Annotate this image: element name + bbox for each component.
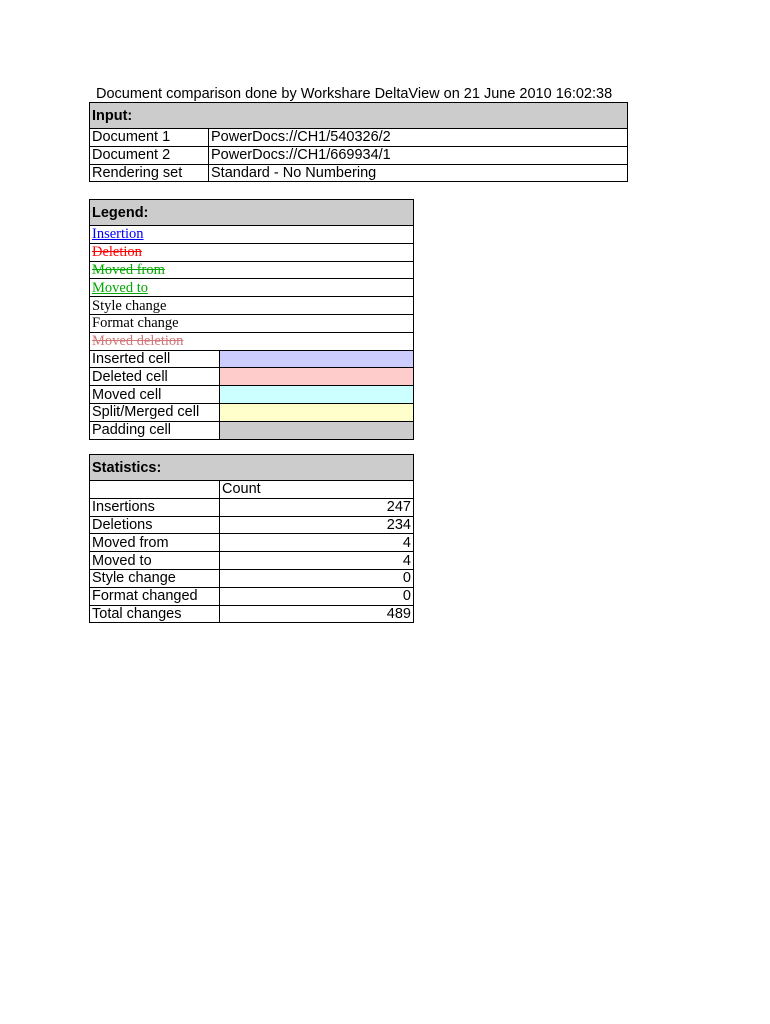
stat-label: Moved from <box>90 534 220 552</box>
legend-cell-swatch <box>220 350 414 368</box>
legend-cell-row <box>90 403 414 421</box>
stat-count: 0 <box>220 569 414 587</box>
legend-cell-row <box>90 350 414 368</box>
stat-row <box>90 552 414 570</box>
legend-cell-swatch <box>220 421 414 439</box>
input-value: PowerDocs://CH1/540326/2 <box>209 129 628 147</box>
legend-cell-row <box>90 368 414 386</box>
legend-cell-label: Moved cell <box>90 386 220 404</box>
stat-label: Moved to <box>90 552 220 570</box>
input-value: Standard - No Numbering <box>209 164 628 182</box>
input-label: Rendering set <box>90 164 209 182</box>
legend-deletion: Deletion <box>92 244 142 261</box>
legend-moved-from: Moved from <box>92 261 165 278</box>
legend-cell-label: Inserted cell <box>90 350 220 368</box>
stat-label: Style change <box>90 569 220 587</box>
legend-style-change: Style change <box>90 297 414 315</box>
legend-cell-swatch <box>220 403 414 421</box>
stat-count: 489 <box>220 605 414 623</box>
stat-row <box>90 587 414 605</box>
stat-count: 0 <box>220 587 414 605</box>
legend-cell-label: Padding cell <box>90 421 220 439</box>
legend-cell-swatch <box>220 368 414 386</box>
legend-cell-row <box>90 386 414 404</box>
legend-table <box>89 199 414 440</box>
legend-moved-to: Moved to <box>92 279 148 296</box>
stat-count: 4 <box>220 552 414 570</box>
legend-cell-label: Deleted cell <box>90 368 220 386</box>
stat-label: Deletions <box>90 516 220 534</box>
statistics-title: Statistics: <box>90 455 414 481</box>
legend-cell-swatch <box>220 386 414 404</box>
input-title: Input: <box>90 103 628 129</box>
stat-label: Insertions <box>90 498 220 516</box>
legend-cell-row <box>90 421 414 439</box>
stat-count: 234 <box>220 516 414 534</box>
legend-title: Legend: <box>90 200 414 226</box>
statistics-table <box>89 454 414 623</box>
count-column-header: Count <box>220 481 414 499</box>
comparison-header: Document comparison done by Workshare DeltaView on 21 June 2010 16:02:38 <box>96 86 613 102</box>
input-label: Document 2 <box>90 146 209 164</box>
legend-insertion: Insertion <box>92 226 144 243</box>
stat-row <box>90 569 414 587</box>
input-value: PowerDocs://CH1/669934/1 <box>209 146 628 164</box>
stat-label: Total changes <box>90 605 220 623</box>
stat-row <box>90 498 414 516</box>
stat-label: Format changed <box>90 587 220 605</box>
stat-count: 247 <box>220 498 414 516</box>
input-row <box>90 164 628 182</box>
stat-row <box>90 516 414 534</box>
legend-format-change: Format change <box>90 314 414 332</box>
legend-moved-deletion: Moved deletion <box>92 333 184 350</box>
stat-count: 4 <box>220 534 414 552</box>
input-label: Document 1 <box>90 129 209 147</box>
input-table <box>89 102 628 182</box>
legend-cell-label: Split/Merged cell <box>90 403 220 421</box>
stat-row <box>90 534 414 552</box>
input-row <box>90 129 628 147</box>
input-row <box>90 146 628 164</box>
stat-row <box>90 605 414 623</box>
